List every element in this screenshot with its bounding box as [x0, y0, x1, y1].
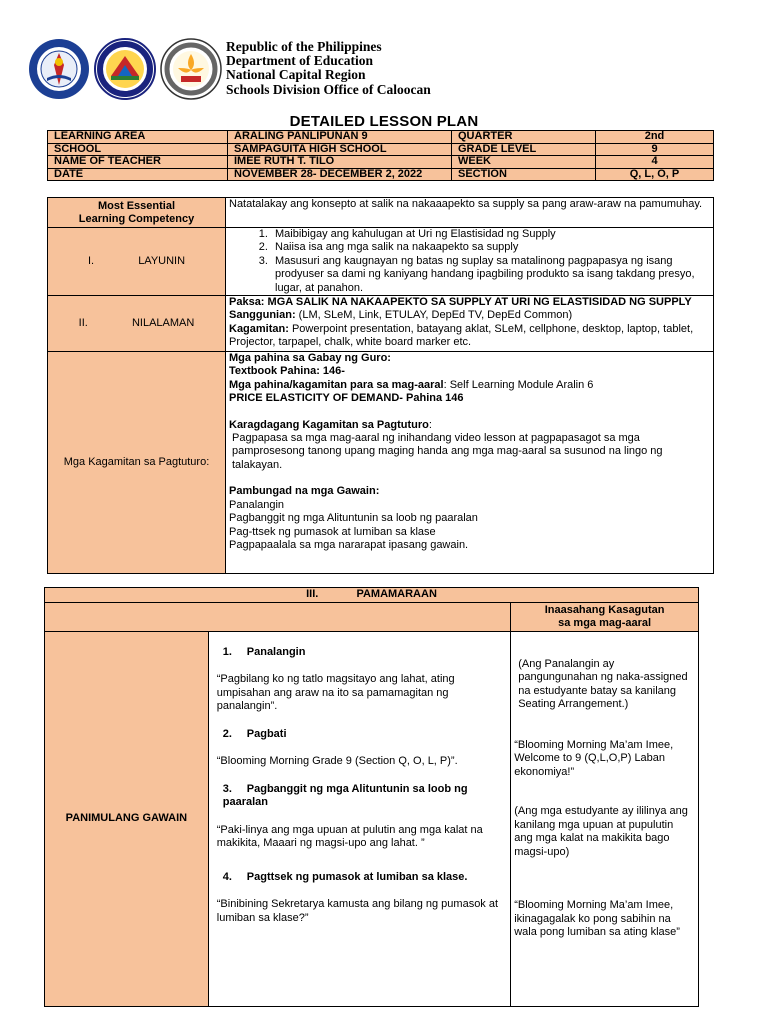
teacher-value: IMEE RUTH T. TILO [228, 156, 452, 169]
step-title: 1. Panalangin [222, 645, 306, 658]
table-row [45, 602, 699, 631]
expected-line: Inaasahang Kasagutan [544, 603, 665, 616]
sampaguita-hs-seal-icon [160, 38, 222, 100]
kagamitan-pagtuturo-content [226, 352, 714, 574]
pamamaraan-label: PAMAMARAAN [356, 588, 437, 600]
kagamitan-pagtuturo-label: Mga Kagamitan sa Pagtuturo: [48, 352, 226, 574]
teacher-line: “Paki-linya ang mga upuan at pulutin ang mga kalat na makikita, Maaari ng magsi-upo ang lahat. ” [216, 823, 483, 849]
date-label: DATE [48, 168, 228, 181]
list-item: 2. Naiisa isa ang mga salik na nakaapekto sa supply [271, 241, 710, 254]
price-elasticity-line: PRICE ELASTICITY OF DEMAND- Pahina 146 [229, 392, 464, 405]
learning-area-label: LEARNING AREA [48, 131, 228, 144]
section-label: SECTION [452, 168, 596, 181]
table-row [48, 131, 714, 144]
nilalaman-label [48, 296, 226, 352]
panimulang-gawain-label: PANIMULANG GAWAIN [45, 631, 209, 1006]
school-label: SCHOOL [48, 143, 228, 156]
list-item: Pagbanggit ng mga Alituntunin sa loob ng paaralan [229, 512, 478, 525]
table-row [48, 296, 714, 352]
teacher-line: “Pagbilang ko ng tatlo magsitayo ang lahat, ating umpisahan ang araw na ito sa pamamagitan ng panalangin”. [216, 673, 455, 712]
teacher-line: “Binibining Sekretarya kamusta ang bilang ng pumasok at lumiban sa klase?” [216, 898, 499, 924]
agency-line: National Capital Region [226, 67, 366, 83]
grade-value: 9 [596, 143, 714, 156]
teacher-activities [208, 631, 510, 1006]
table-row [48, 352, 714, 574]
week-label: WEEK [452, 156, 596, 169]
pambungad-label: Pambungad na mga Gawain: [229, 485, 380, 498]
pamamaraan-table [44, 587, 699, 1007]
paksa-label: Paksa: [229, 296, 265, 309]
learning-area-value: ARALING PANLIPUNAN 9 [228, 131, 452, 144]
nilalaman-content [226, 296, 714, 352]
table-row [48, 156, 714, 169]
karagdagan-text: Pagpapasa sa mga mag-aaral ng inihandang video lesson at pagpapasagot sa mga pamprosesong tanong upang maging handa ang mga mag-aaral sa susunod na lingo ng talakayan. [232, 432, 663, 471]
document-title: DETAILED LESSON PLAN [289, 113, 479, 130]
step-title: 2. Pagbati [222, 727, 287, 740]
deped-seal-icon [28, 38, 90, 100]
grade-label: GRADE LEVEL [452, 143, 596, 156]
layunin-list [271, 228, 710, 295]
competency-label-line: Learning Competency [78, 212, 195, 225]
teacher-label: NAME OF TEACHER [48, 156, 228, 169]
answer-line: (Ang Panalangin ay pangungunahan ng naka-assigned na estudyante batay sa kanilang Seating Arrangement.) [518, 657, 688, 710]
kagamitan-label: Kagamitan: [229, 322, 289, 335]
answer-line: “Blooming Morning Ma’am Imee, ikinagagalak ko pong sabihin na wala pong lumiban sa ating klase” [514, 899, 680, 938]
list-item: 3. Masusuri ang kaugnayan ng batas ng suplay sa matalinong pagpapasya ng isang prodyuser sa dami ng kaniyang handang ipagbiling produkto sa isang takdang presyo, lugar, at panahon. [271, 255, 710, 295]
paksa-value: MGA SALIK NA NAKAAPEKTO SA SUPPLY AT URI NG ELASTISIDAD NG SUPPLY [267, 296, 692, 309]
pamamaraan-blank-header [45, 602, 511, 631]
date-value: NOVEMBER 28- DECEMBER 2, 2022 [228, 168, 452, 181]
info-table [47, 130, 714, 181]
step-title: 4. Pagttsek ng pumasok at lumiban sa klase. [222, 870, 468, 883]
table-row [45, 588, 699, 603]
mag-aaral-value: : Self Learning Module Aralin 6 [443, 378, 594, 391]
sanggunian-value: (LM, SLeM, Link, ETULAY, DepEd TV, DepEd Common) [298, 309, 573, 322]
list-item: 1. Maibibigay ang kahulugan at Uri ng Elastisidad ng Supply [271, 228, 710, 241]
kagamitan-value: Powerpoint presentation, batayang aklat, SLeM, cellphone, desktop, laptop, tablet, Projector, tarpapel, chalk, white board marker etc. [229, 322, 694, 349]
quarter-label: QUARTER [452, 131, 596, 144]
list-item: Panalangin [229, 498, 285, 511]
schools-division-seal-icon [94, 38, 156, 100]
document-header [28, 38, 748, 100]
seals [28, 38, 222, 100]
paksa-line [229, 296, 710, 309]
kagamitan-line [229, 323, 710, 350]
competency-label [48, 198, 226, 228]
layunin-content [226, 228, 714, 296]
table-row [48, 198, 714, 228]
karagdagan-heading [229, 419, 710, 432]
week-value: 4 [596, 156, 714, 169]
sanggunian-line [229, 309, 710, 322]
step-title: 3. Pagbanggit ng mga Alituntunin sa loob ng paaralan [222, 782, 468, 808]
expected-line: sa mga mag-aaral [558, 617, 652, 629]
agency-line: Department of Education [226, 53, 373, 69]
nilalaman-num: II. [78, 316, 88, 329]
layunin-label [48, 228, 226, 296]
karagdagan-colon: : [428, 418, 432, 431]
agency-line: Schools Division Office of Caloocan [226, 81, 431, 97]
teacher-line: “Blooming Morning Grade 9 (Section Q, O, L, P)”. [216, 755, 458, 767]
table-row [48, 168, 714, 181]
competency-text: Natatalakay ang konsepto at salik na nakaaapekto sa supply sa pang araw-araw na pamumuhay. [226, 198, 714, 228]
layunin-title: LAYUNIN [138, 254, 186, 267]
lesson-table [47, 197, 714, 574]
expected-answers-header [511, 602, 699, 631]
competency-label-line: Most Essential [97, 199, 176, 212]
list-item: Pag-ttsek ng pumasok at lumiban sa klase [229, 525, 436, 538]
table-row [45, 631, 699, 1006]
table-row [48, 143, 714, 156]
pamamaraan-num: III. [306, 588, 319, 600]
karagdagan-label: Karagdagang Kagamitan sa Pagtuturo [229, 418, 429, 431]
nilalaman-title: NILALAMAN [131, 316, 195, 329]
sanggunian-label: Sanggunian: [229, 309, 296, 322]
textbook-line: Textbook Pahina: 146- [229, 365, 345, 378]
school-value: SAMPAGUITA HIGH SCHOOL [228, 143, 452, 156]
agency-block [226, 40, 431, 97]
quarter-value: 2nd [596, 131, 714, 144]
table-row [48, 228, 714, 296]
pamamaraan-title [45, 588, 699, 603]
gabay-line: Mga pahina sa Gabay ng Guro: [229, 352, 391, 365]
answer-line: “Blooming Morning Ma’am Imee, Welcome to 9 (Q,L,O,P) Laban ekonomiya!” [514, 738, 674, 778]
mag-aaral-line [229, 379, 710, 392]
student-answers [511, 631, 699, 1006]
agency-line: Republic of the Philippines [226, 39, 382, 54]
answer-line: (Ang mga estudyante ay ililinya ang kanilang mga upuan at pupulutin ang mga kalat na makikita bago magsi-upo) [514, 805, 688, 858]
layunin-num: I. [87, 254, 95, 267]
section-value: Q, L, O, P [596, 168, 714, 181]
mag-aaral-label: Mga pahina/kagamitan para sa mag-aaral [229, 378, 444, 391]
list-item: Pagpapaalala sa mga nararapat ipasang gawain. [229, 538, 469, 551]
